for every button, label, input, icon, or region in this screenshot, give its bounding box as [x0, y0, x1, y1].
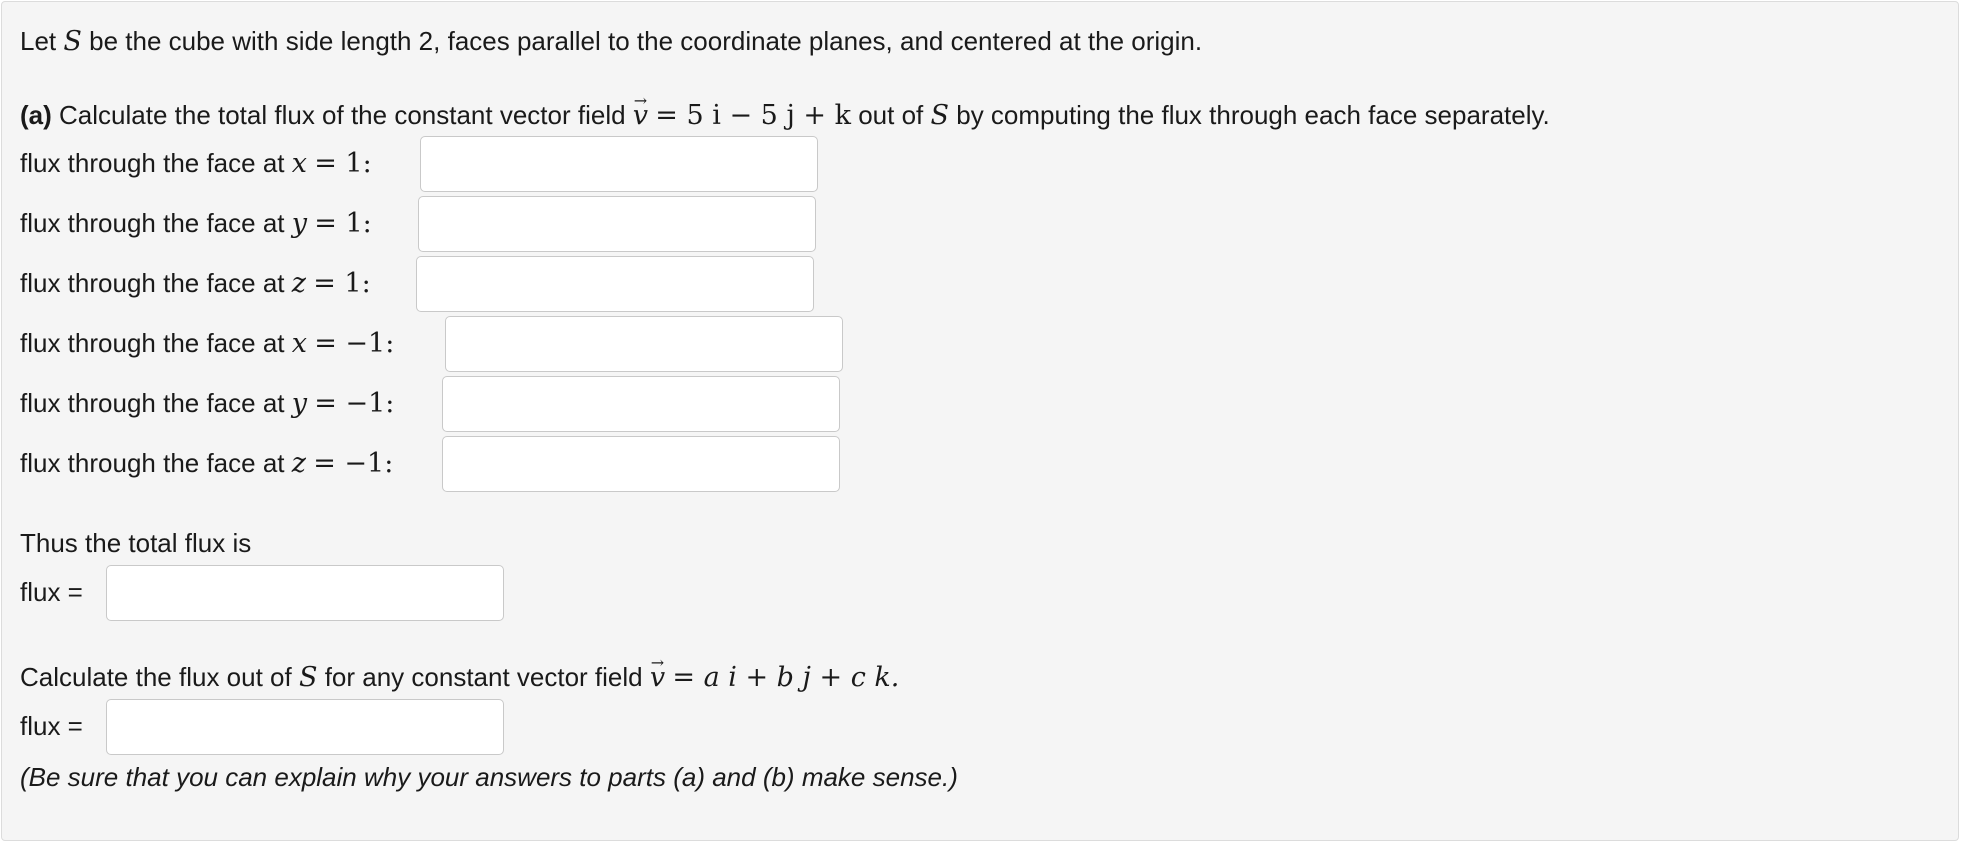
- face-label-text: flux through the face at: [20, 208, 285, 238]
- part-a-field-rhs: = 5 i − 5 j + k: [655, 100, 851, 131]
- face-var: x: [291, 148, 307, 179]
- flux-face-x-neg-input[interactable]: [445, 316, 843, 372]
- part-b-field-lhs: v →: [650, 663, 665, 693]
- face-x-neg-label: [20, 328, 394, 359]
- face-var: y: [291, 208, 308, 239]
- face-label-text: flux through the face at: [20, 448, 285, 478]
- face-eq: = 1:: [313, 268, 371, 299]
- intro-prefix: Let: [20, 26, 57, 56]
- total-flux-text: Thus the total flux is: [20, 528, 252, 558]
- total-flux-input[interactable]: [106, 565, 504, 621]
- part-b-statement: [20, 662, 899, 693]
- face-eq: = −1:: [314, 328, 395, 359]
- face-label-text: flux through the face at: [20, 328, 285, 358]
- face-label-text: flux through the face at: [20, 268, 285, 298]
- face-y-pos-label: [20, 208, 372, 239]
- part-b-field-rhs: = a i + b j + c k.: [672, 662, 900, 693]
- flux-face-x-pos-input[interactable]: [420, 136, 818, 192]
- part-b-flux-input[interactable]: [106, 699, 504, 755]
- part-b-text-mid: for any constant vector field: [324, 662, 643, 692]
- part-b-text-before: Calculate the flux out of: [20, 662, 292, 692]
- face-z-pos-label: [20, 268, 371, 299]
- part-a-statement: [20, 100, 1550, 131]
- face-x-pos-label: [20, 148, 372, 179]
- part-b-flux-label: flux =: [20, 711, 83, 741]
- face-eq: = 1:: [314, 208, 372, 239]
- face-var: z: [291, 268, 306, 299]
- face-eq: = −1:: [313, 448, 394, 479]
- face-eq: = −1:: [314, 388, 395, 419]
- intro-line: [20, 26, 1202, 57]
- flux-face-z-pos-input[interactable]: [416, 256, 814, 312]
- part-b-var-s: S: [298, 662, 318, 693]
- face-label-text: flux through the face at: [20, 388, 285, 418]
- flux-face-z-neg-input[interactable]: [442, 436, 840, 492]
- part-a-var-s: S: [930, 100, 949, 131]
- flux-face-y-pos-input[interactable]: [418, 196, 816, 252]
- part-a-text-before: Calculate the total flux of the constant vector field: [59, 100, 626, 130]
- face-var: y: [291, 388, 308, 419]
- face-label-text: flux through the face at: [20, 148, 285, 178]
- flux-face-y-neg-input[interactable]: [442, 376, 840, 432]
- part-a-text-after-1: out of: [858, 100, 924, 130]
- total-flux-label: flux =: [20, 577, 83, 607]
- part-a-label: (a): [20, 100, 52, 130]
- problem-panel: [1, 1, 1959, 841]
- intro-var-s: S: [63, 26, 82, 57]
- explanation-note: (Be sure that you can explain why your answers to parts (a) and (b) make sense.): [20, 762, 958, 792]
- face-var: z: [291, 448, 306, 479]
- face-eq: = 1:: [314, 148, 372, 179]
- face-z-neg-label: [20, 448, 393, 479]
- part-a-text-after-2: by computing the flux through each face separately.: [956, 100, 1550, 130]
- face-y-neg-label: [20, 388, 394, 419]
- intro-suffix: be the cube with side length 2, faces parallel to the coordinate planes, and centered at the origin.: [89, 26, 1203, 56]
- part-a-field-lhs: v →: [633, 101, 648, 131]
- face-var: x: [291, 328, 307, 359]
